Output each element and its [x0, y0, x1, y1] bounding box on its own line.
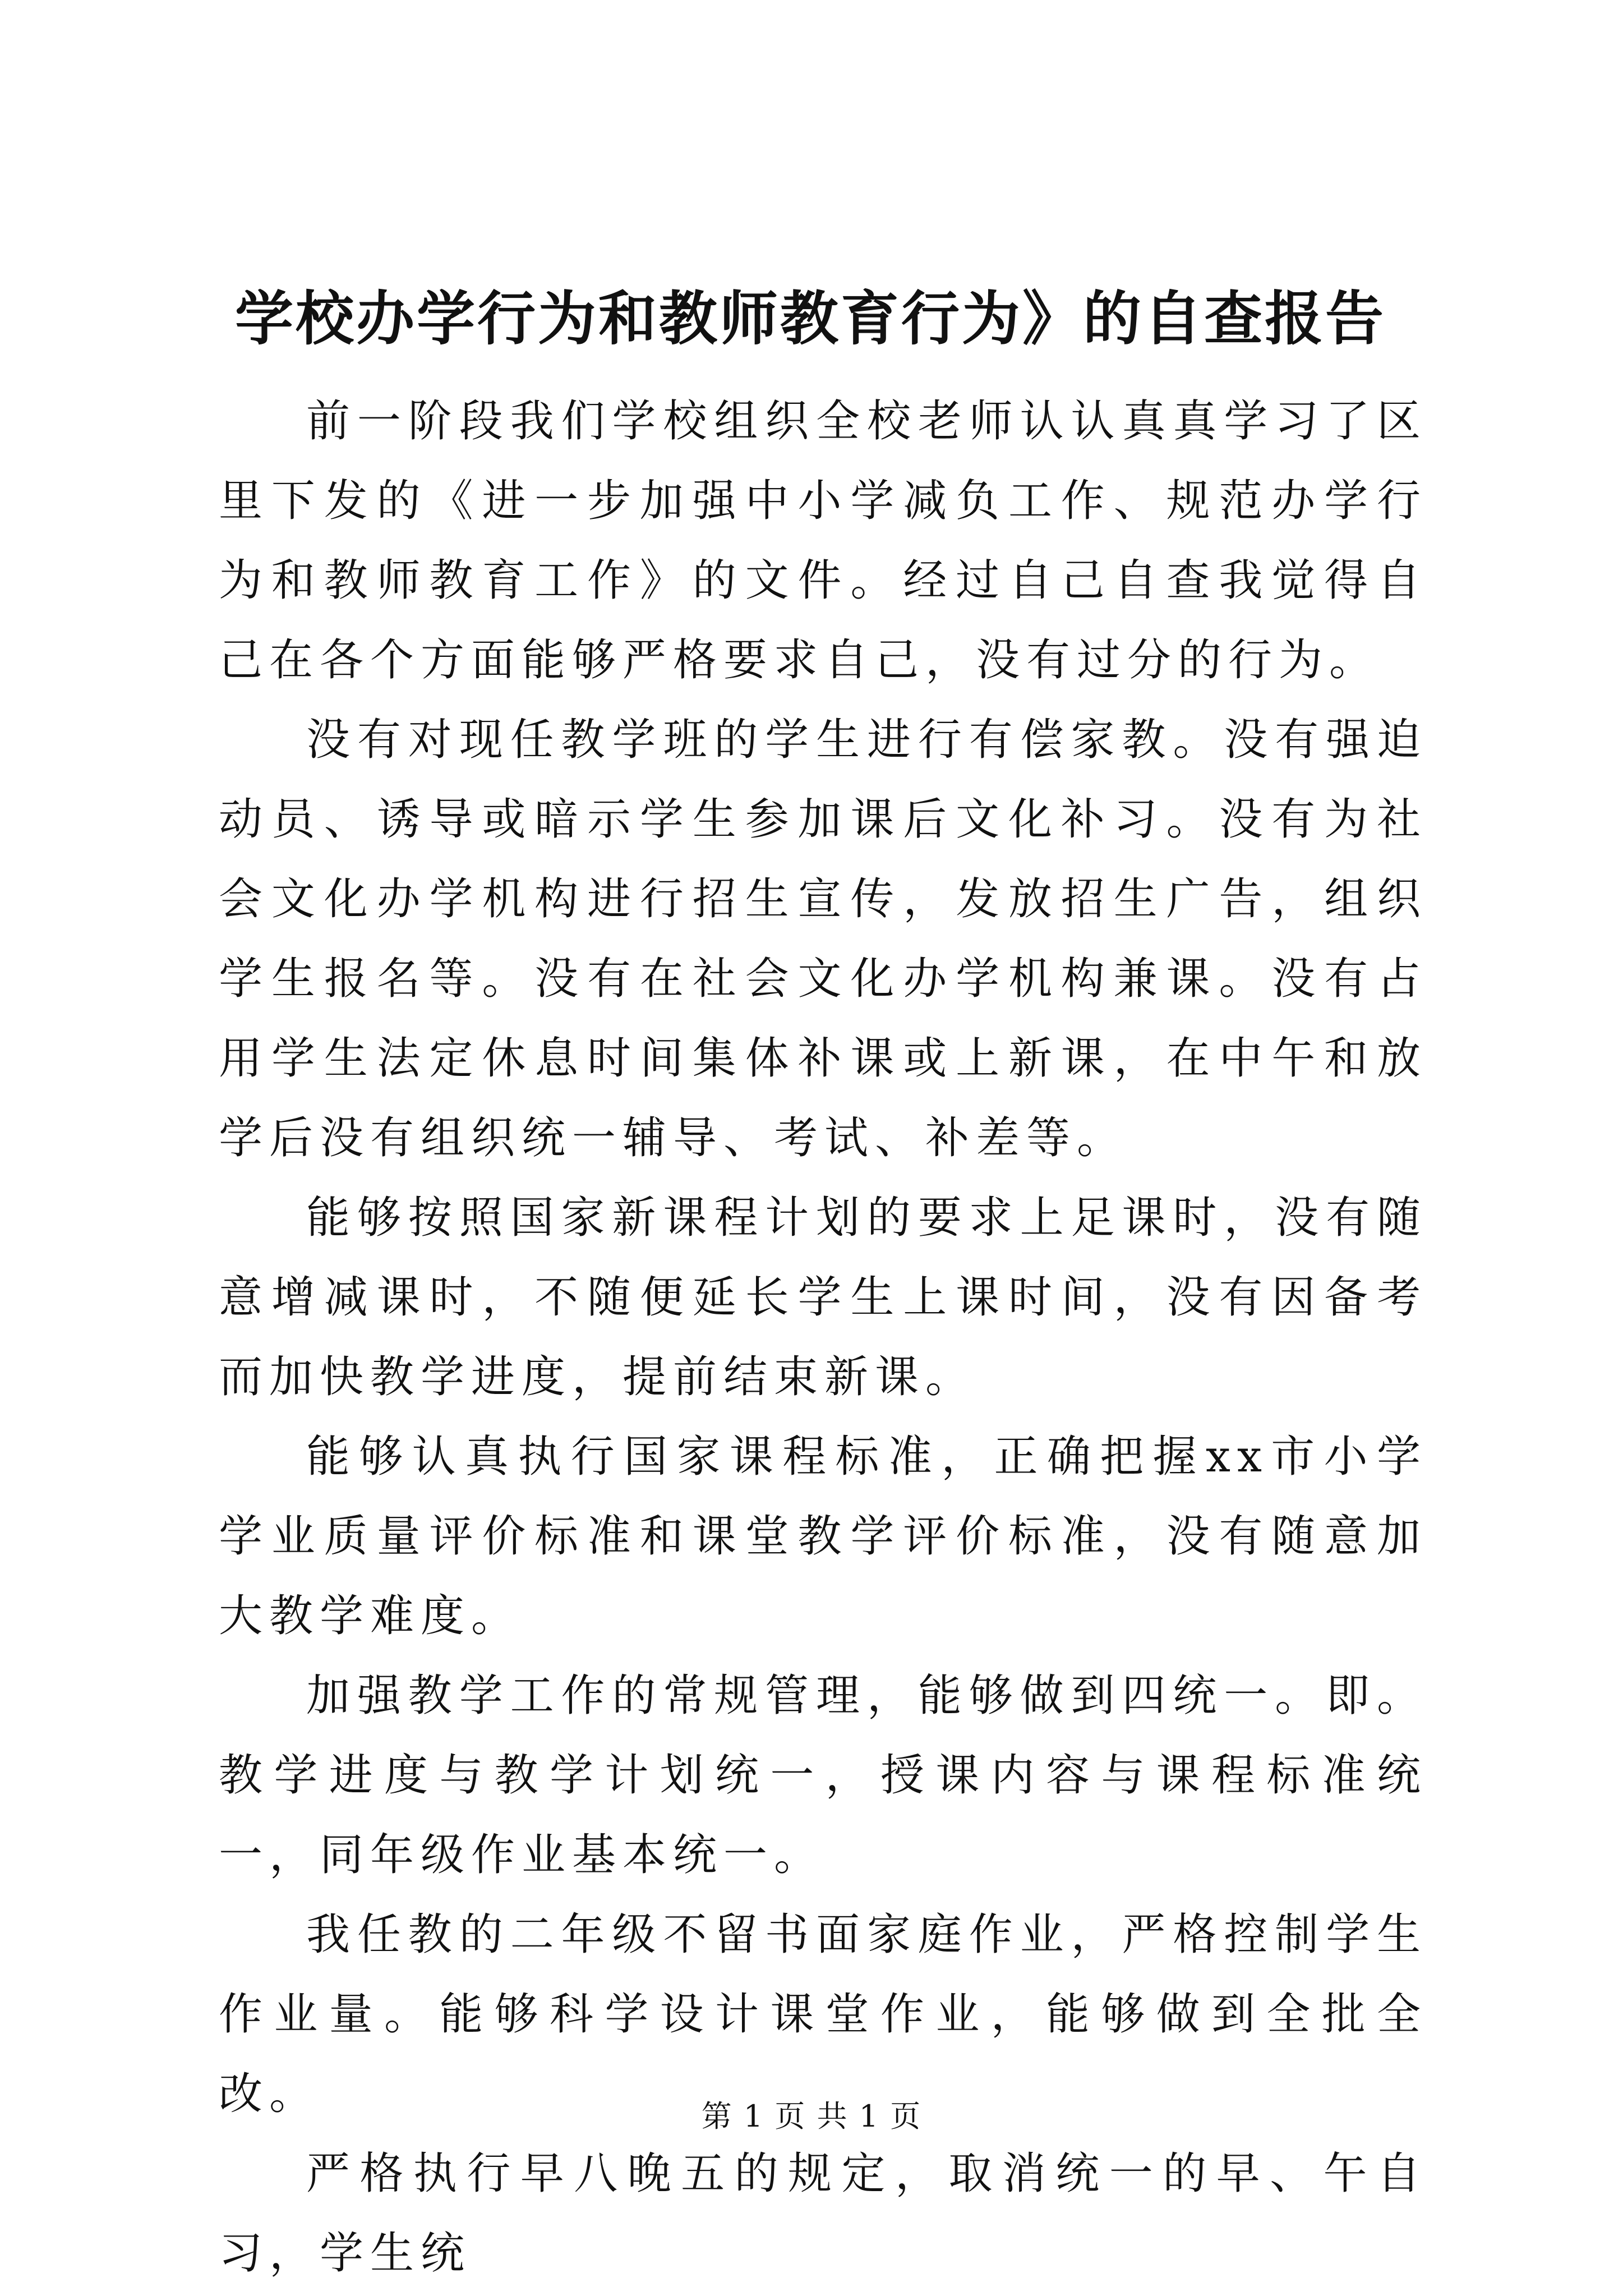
page-footer: 第 1 页 共 1 页: [701, 2099, 922, 2134]
paragraph: 我任教的二年级不留书面家庭作业，严格控制学生作业量。能够科学设计课堂作业，能够做到全批全改。: [219, 1910, 1427, 2119]
paragraph: 能够认真执行国家课程标准，正确把握xx市小学学业质量评价标准和课堂教学评价标准，没有随意加大教学难度。: [219, 1432, 1427, 1641]
paragraph: 前一阶段我们学校组织全校老师认认真真学习了区里下发的《进一步加强中小学减负工作、规范办学行为和教师教育工作》的文件。经过自己自查我觉得自己在各个方面能够严格要求自己，没有过分的行为。: [219, 396, 1427, 685]
paragraph: 没有对现任教学班的学生进行有偿家教。没有强迫动员、诱导或暗示学生参加课后文化补习。没有为社会文化办学机构进行招生宣传，发放招生广告，组织学生报名等。没有在社会文化办学机构兼课。没有占用学生法定休息时间集体补课或上新课，在中午和放学后没有组织统一辅导、考试、补差等。: [219, 715, 1427, 1163]
paragraph: 加强教学工作的常规管理，能够做到四统一。即。教学进度与教学计划统一，授课内容与课程标准统一，同年级作业基本统一。: [219, 1671, 1427, 1880]
document-body: [219, 381, 1427, 2293]
paragraph: 严格执行早八晚五的规定，取消统一的早、午自习，学生统: [219, 2148, 1427, 2279]
paragraph: 能够按照国家新课程计划的要求上足课时，没有随意增减课时，不随便延长学生上课时间，没有因备考而加快教学进度，提前结束新课。: [219, 1193, 1427, 1402]
document-title: 学校办学行为和教师教育行为》的自查报告: [234, 284, 1386, 353]
